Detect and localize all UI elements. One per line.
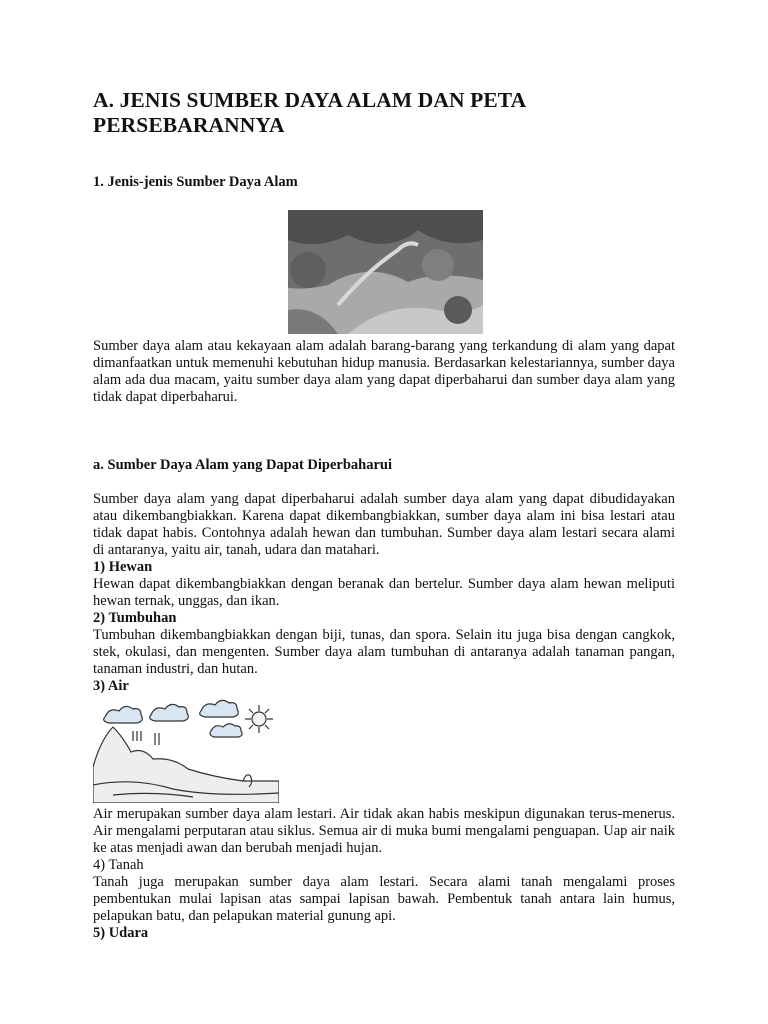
spacer [93, 474, 675, 491]
forest-photo-drawing [288, 210, 483, 334]
subsection-heading: a. Sumber Daya Alam yang Dapat Diperbaharui [93, 457, 393, 473]
item-text-hewan: Hewan dapat dikembangbiakkan dengan beranak dan bertelur. Sumber daya alam hewan meliputi hewan ternak, unggas, dan ikan. [93, 576, 675, 609]
spacer [93, 406, 675, 457]
document-page [93, 88, 675, 942]
forest-hill-photo [288, 210, 483, 334]
water-cycle-drawing [93, 697, 279, 803]
item-text-tanah: Tanah juga merupakan sumber daya alam lestari. Secara alami tanah mengalami proses pembentukan mulai lapisan atas sampai lapisan bawah. Pembentuk tanah antara lain humus, pelapukan batu, dan pelapukan material gunung api. [93, 874, 675, 924]
item-text-air: Air merupakan sumber daya alam lestari. Air tidak akan habis meskipun digunakan terus-menerus. Air mengalami perputaran atau siklus. Semua air di muka bumi mengalami penguapan. Uap air naik ke atas menjadi awan dan berubah menjadi hujan. [93, 806, 675, 856]
page-title: A. JENIS SUMBER DAYA ALAM DAN PETA PERSEBARANNYA [93, 88, 526, 137]
item-heading-tumbuhan: 2) Tumbuhan [93, 610, 177, 626]
item-heading-air: 3) Air [93, 678, 129, 694]
subsection-paragraph: Sumber daya alam yang dapat diperbaharui adalah sumber daya alam yang dapat dibudidayakan atau dikembangbiakkan. Karena dapat dikembangbiakkan, sumber daya alam ini bisa lestari atau tidak dapat habis. Contohnya adalah hewan dan tumbuhan. Sumber daya alam lestari secara alami di antaranya, yaitu air, tanah, udara dan matahari. [93, 491, 675, 558]
item-heading-hewan: 1) Hewan [93, 559, 153, 575]
water-cycle-diagram [93, 697, 279, 803]
item-heading-tanah: 4) Tanah [93, 857, 144, 873]
intro-paragraph: Sumber daya alam atau kekayaan alam adalah barang-barang yang terkandung di alam yang dapat dimanfaatkan untuk memenuhi kebutuhan hidup manusia. Berdasarkan kelestariannya, sumber daya alam ada dua macam, yaitu sumber daya alam yang dapat diperbaharui dan sumber daya alam yang tidak dapat diperbaharui. [93, 338, 675, 405]
item-heading-udara: 5) Udara [93, 925, 149, 941]
section-heading: 1. Jenis-jenis Sumber Daya Alam [93, 174, 298, 190]
item-text-tumbuhan: Tumbuhan dikembangbiakkan dengan biji, tunas, dan spora. Selain itu juga bisa dengan cangkok, stek, okulasi, dan mengenten. Sumber daya alam tumbuhan di antaranya adalah tanaman pangan, tanaman industri, dan hutan. [93, 627, 675, 677]
